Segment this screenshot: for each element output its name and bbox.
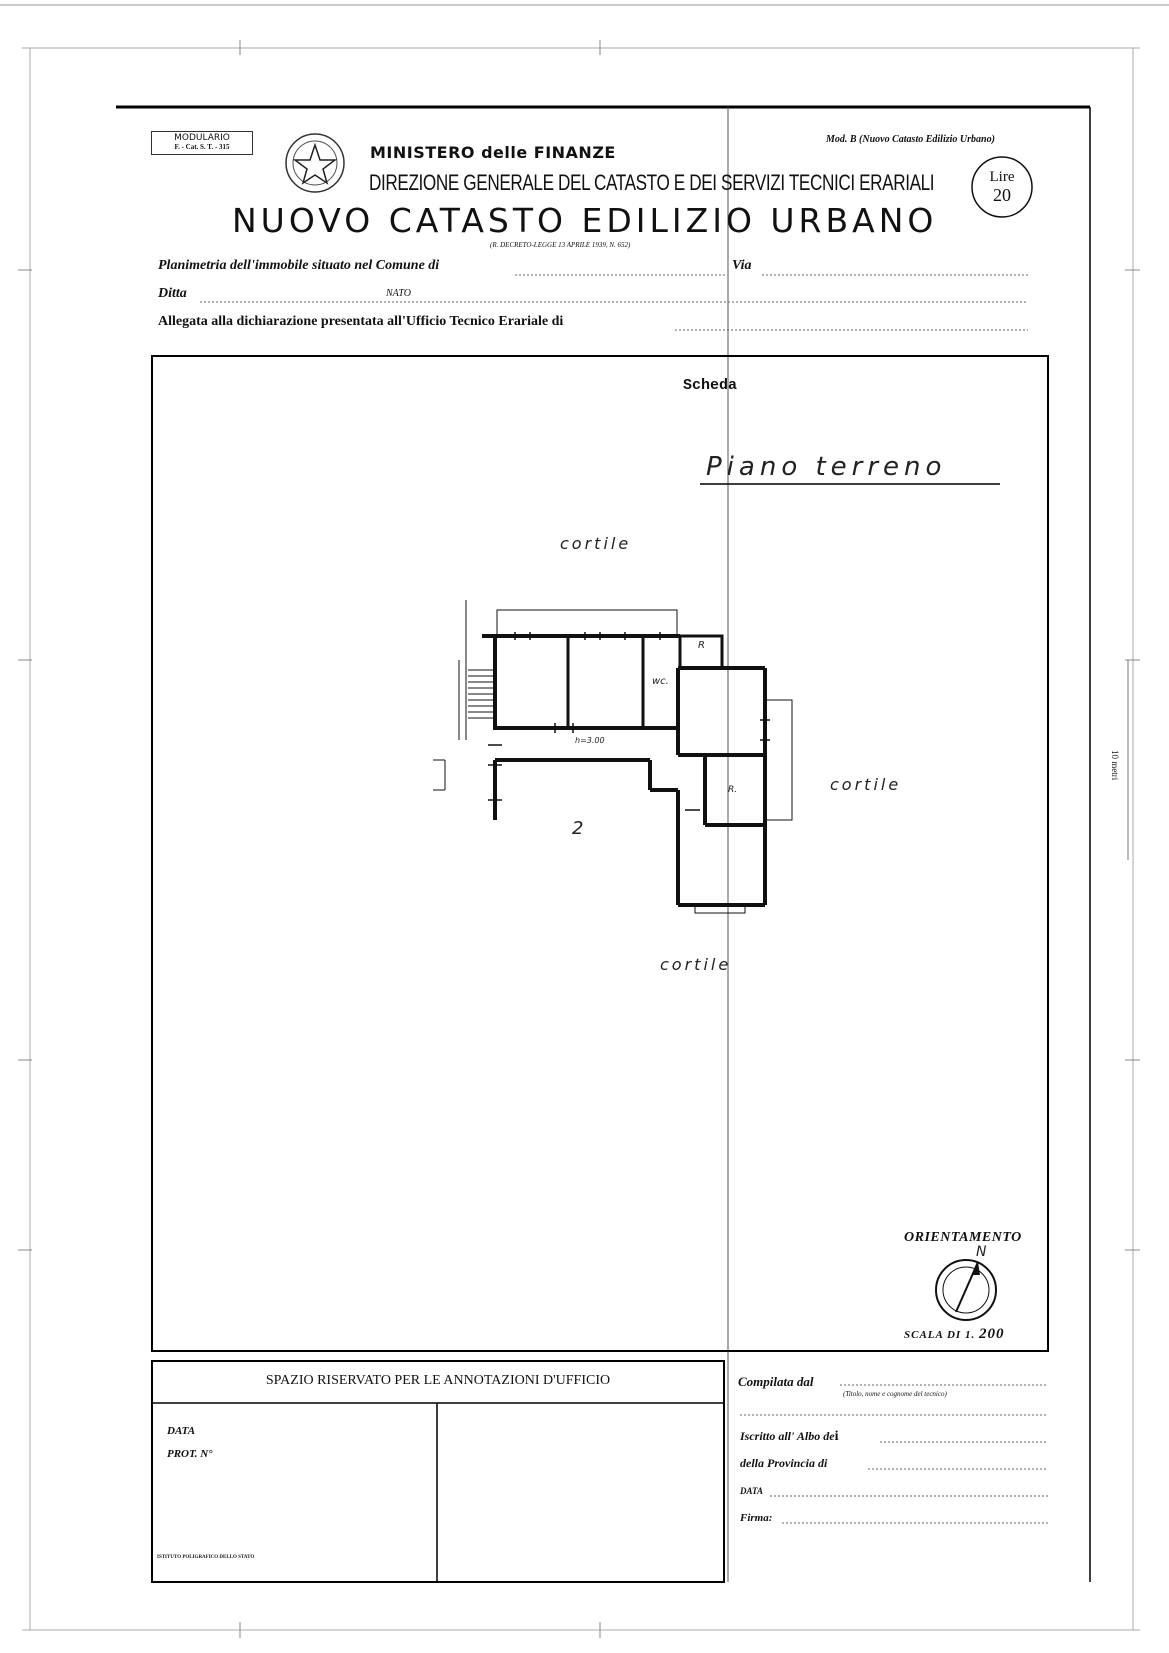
iscritto-value: i xyxy=(834,1429,839,1444)
floor-plan xyxy=(433,600,792,913)
scale-value: 200 xyxy=(978,1326,1005,1342)
modulario-code: F. - Cat. S. T. - 315 xyxy=(174,143,230,151)
firma-label: Firma: xyxy=(740,1512,773,1524)
ministry-title: MINISTERO delle FINANZE xyxy=(370,143,616,162)
ditta-value: NATO xyxy=(386,288,412,299)
reserved-title: SPAZIO RISERVATO PER LE ANNOTAZIONI D'UFFICIO xyxy=(265,1373,611,1388)
price-stamp xyxy=(975,168,1029,204)
modulario-box xyxy=(151,131,253,155)
label-height: h=3.00 xyxy=(575,736,605,745)
price-label: Lire xyxy=(989,169,1015,185)
label-room-r-bottom: R. xyxy=(728,785,738,795)
main-title: NUOVO CATASTO EDILIZIO URBANO xyxy=(232,201,938,240)
emblem-icon xyxy=(286,134,344,192)
modulario-title: MODULARIO xyxy=(174,133,230,143)
compilata-label: Compilata dal xyxy=(738,1374,814,1389)
iscritto-text: Iscritto all' Albo de xyxy=(740,1429,835,1443)
label-cortile-top: cortile xyxy=(560,534,632,553)
model-label: Mod. B (Nuovo Catasto Edilizio Urbano) xyxy=(826,134,995,145)
orientation-label: ORIENTAMENTO xyxy=(904,1230,1022,1245)
scale-label xyxy=(904,1326,1004,1343)
scale-text: SCALA DI 1. xyxy=(904,1329,976,1341)
ditta-label: Ditta xyxy=(158,286,187,301)
planimetria-label: Planimetria dell'immobile situato nel Comune di xyxy=(158,258,440,273)
decree-note: (R. DECRETO-LEGGE 13 APRILE 1939, N. 652) xyxy=(490,241,631,249)
north-letter: N xyxy=(976,1244,987,1260)
prot-label: PROT. N° xyxy=(167,1448,213,1460)
label-room-wc: wc. xyxy=(652,676,669,687)
label-cortile-bottom: cortile xyxy=(660,955,732,974)
via-label: Via xyxy=(732,258,752,273)
floor-title: Piano terreno xyxy=(706,452,947,482)
directorate-title: DIREZIONE GENERALE DEL CATASTO E DEI SERVIZI TECNICI ERARIALI xyxy=(369,170,935,195)
label-unit-number: 2 xyxy=(572,818,584,839)
footer-data-label: DATA xyxy=(167,1425,196,1437)
scheda-label: Scheda xyxy=(683,377,738,394)
label-cortile-right: cortile xyxy=(830,775,902,794)
label-room-r-top: R xyxy=(698,640,705,651)
footer-data-small: DATA xyxy=(740,1486,764,1496)
allegata-label: Allegata alla dichiarazione presentata all'Ufficio Tecnico Erariale di xyxy=(158,314,564,329)
provincia-label: della Provincia di xyxy=(740,1456,828,1470)
compilata-hint: (Titolo, nome e cognome del tecnico) xyxy=(843,1390,947,1398)
iscritto-label xyxy=(740,1429,838,1445)
printer-credit: ISTITUTO POLIGRAFICO DELLO STATO xyxy=(157,1555,255,1560)
price-value: 20 xyxy=(993,185,1011,205)
compass-icon xyxy=(936,1260,996,1320)
side-scale-label: 10 metri xyxy=(1110,750,1120,781)
